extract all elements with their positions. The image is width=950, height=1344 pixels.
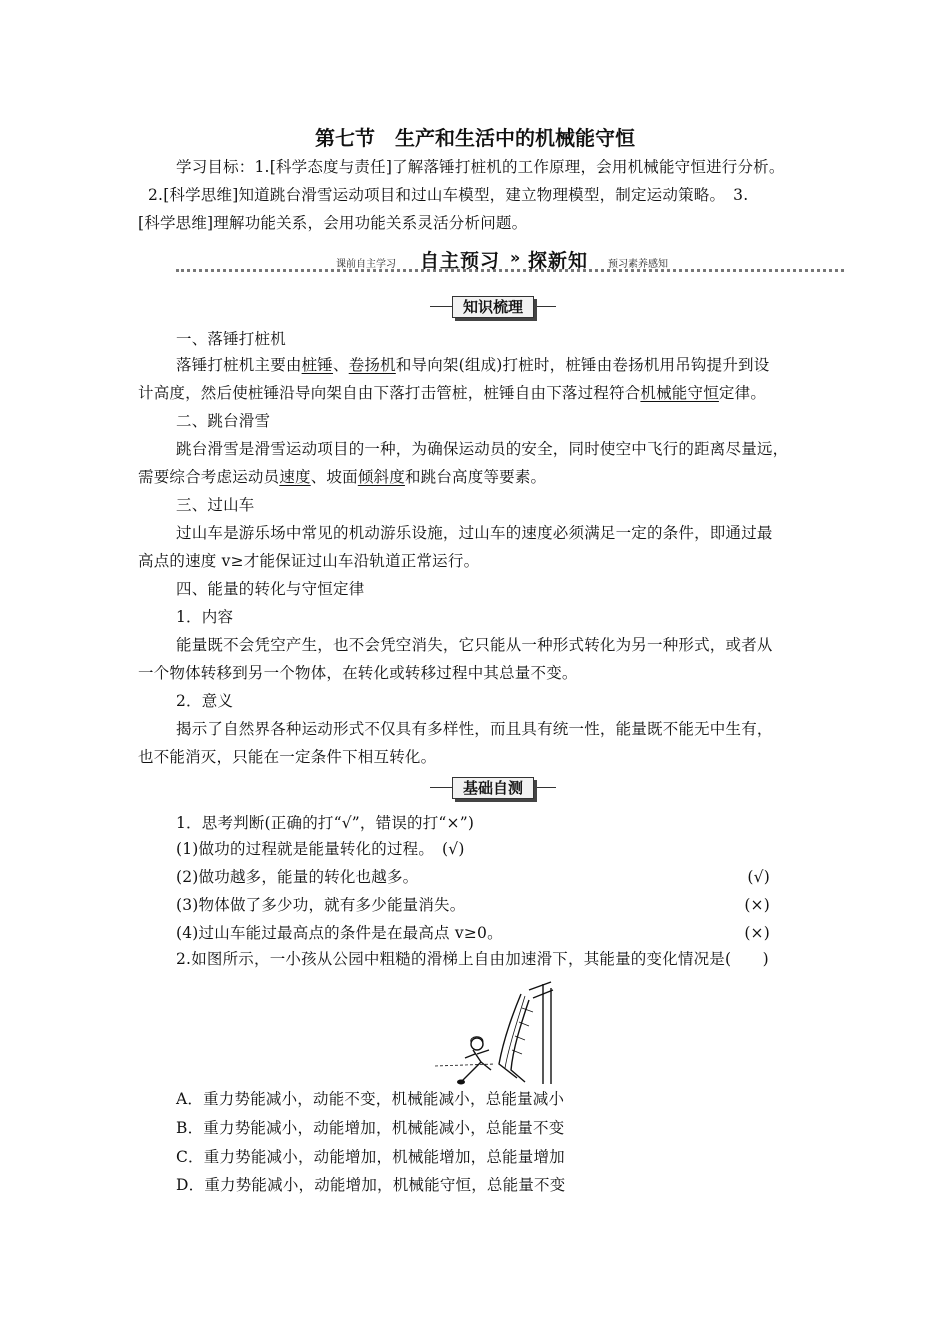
section-head-self-test: 基础自测 [430, 777, 556, 799]
banner-main: 自主预习 [420, 250, 501, 272]
para-roller-coaster-1: 过山车是游乐场中常见的机动游乐设施，过山车的速度必须满足一定的条件，即通过最 [176, 524, 773, 542]
option-b: B．重力势能减小，动能增加，机械能减小，总能量不变 [176, 1119, 565, 1137]
option-d: D．重力势能减小，动能增加，机械能守恒，总能量不变 [176, 1176, 566, 1194]
para-energy-4: 也不能消灭，只能在一定条件下相互转化。 [138, 748, 437, 766]
section-head-knowledge: 知识梳理 [430, 296, 556, 318]
para-energy-1: 能量既不会凭空产生，也不会凭空消失，它只能从一种形式转化为另一种形式，或者从 [176, 636, 773, 654]
para-ski-jump-2: 需要综合考虑运动员速度、坡面倾斜度和跳台高度等要素。 [138, 468, 547, 486]
para-roller-coaster-2: 高点的速度 v≥才能保证过山车沿轨道正常运行。 [138, 552, 480, 570]
question-2-stem: 2.如图所示，一小孩从公园中粗糙的滑梯上自由加速滑下，其能量的变化情况是( ) [176, 950, 769, 968]
objective-line-1: 学习目标：1.[科学态度与责任]了解落锤打桩机的工作原理，会用机械能守恒进行分析。 [176, 158, 785, 176]
heading-roller-coaster: 三、过山车 [176, 496, 255, 514]
banner-main-2: 探新知 [528, 250, 589, 272]
para-pile-driver-1: 落锤打桩机主要由桩锤、卷扬机和导向架(组成)打桩时，桩锤由卷扬机用吊钩提升到设 [176, 356, 770, 374]
subheading-content: 1．内容 [176, 608, 234, 626]
heading-energy-law: 四、能量的转化与守恒定律 [176, 580, 365, 598]
slide-figure [425, 978, 565, 1090]
option-a: A．重力势能减小，动能不变，机械能减小，总能量减小 [176, 1090, 565, 1108]
banner-arrow-icon: » [510, 248, 522, 267]
judge-item-2: (2)做功越多，能量的转化也越多。 (√) [176, 868, 770, 886]
objective-line-3: [科学思维]理解功能关系，会用功能关系灵活分析问题。 [138, 214, 528, 232]
judge-item-4: (4)过山车能过最高点的条件是在最高点 v≥0。 (×) [176, 924, 770, 942]
para-ski-jump-1: 跳台滑雪是滑雪运动项目的一种，为确保运动员的安全，同时使空中飞行的距离尽量远， [176, 440, 789, 458]
option-c: C．重力势能减小，动能增加，机械能增加，总能量增加 [176, 1148, 565, 1166]
judge-item-3: (3)物体做了多少功，就有多少能量消失。 (×) [176, 896, 770, 914]
heading-pile-driver: 一、落锤打桩机 [176, 330, 286, 348]
judge-item-1: (1)做功的过程就是能量转化的过程。 (√) [176, 840, 465, 858]
para-energy-3: 揭示了自然界各种运动形式不仅具有多样性，而且具有统一性，能量既不能无中生有， [176, 720, 773, 738]
objective-line-2: 2.[科学思维]知道跳台滑雪运动项目和过山车模型，建立物理模型，制定运动策略。 3. [148, 186, 749, 204]
subheading-meaning: 2．意义 [176, 692, 234, 710]
banner-right-text: 预习素养感知 [608, 259, 668, 270]
question-1-stem: 1．思考判断(正确的打“√”，错误的打“×”) [176, 814, 475, 832]
page-title: 第七节 生产和生活中的机械能守恒 [315, 126, 635, 150]
para-energy-2: 一个物体转移到另一个物体，在转化或转移过程中其总量不变。 [138, 664, 578, 682]
para-pile-driver-2: 计高度，然后使桩锤沿导向架自由下落打击管桩，桩锤自由下落过程符合机械能守恒定律。 [138, 384, 767, 402]
banner-rule [176, 269, 844, 272]
heading-ski-jump: 二、跳台滑雪 [176, 412, 271, 430]
banner-left-text: 课前自主学习 [336, 259, 396, 270]
section-banner [176, 246, 844, 274]
